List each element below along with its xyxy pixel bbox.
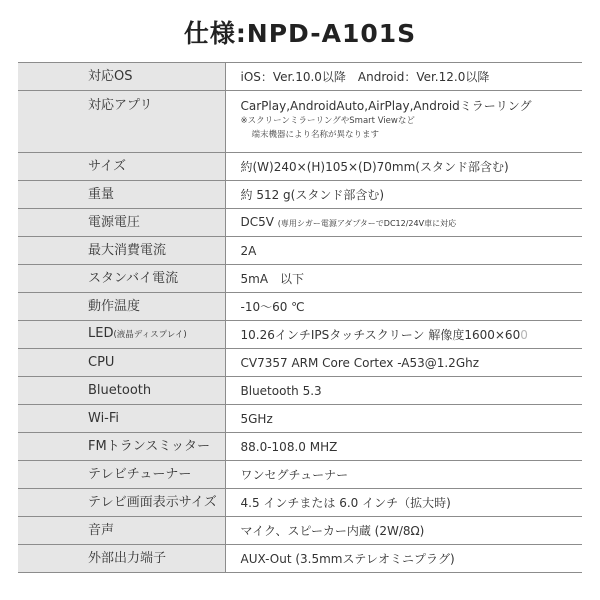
spec-row-apps xyxy=(18,91,582,153)
spec-label: サイズ xyxy=(18,153,225,181)
spec-row-standby-current xyxy=(18,265,582,293)
spec-label: Wi-Fi xyxy=(18,405,225,433)
spec-label-note: (液晶ディスプレイ) xyxy=(113,330,187,340)
spec-label: 対応OS xyxy=(18,63,225,91)
spec-row-external-output xyxy=(18,545,582,573)
spec-row-audio xyxy=(18,517,582,545)
spec-value: 5mA 以下 xyxy=(225,265,582,293)
spec-value: CV7357 ARM Core Cortex -A53@1.2Ghz xyxy=(225,349,582,377)
spec-row-fm-transmitter xyxy=(18,433,582,461)
spec-note: 端末機器により名称が異なります xyxy=(251,130,380,140)
spec-value: 88.0-108.0 MHZ xyxy=(225,433,582,461)
spec-value-note: (専用シガー電源アダプターでDC12/24V車に対応 xyxy=(277,218,457,228)
spec-value: iOS：Ver.10.0以降 Android：Ver.12.0以降 xyxy=(225,63,582,91)
spec-row-wifi xyxy=(18,405,582,433)
spec-value: 4.5 インチまたは 6.0 インチ（拡大時) xyxy=(225,489,582,517)
spec-row-size xyxy=(18,153,582,181)
spec-value: AUX-Out (3.5mmステレオミニプラグ) xyxy=(225,545,582,573)
spec-value: 約(W)240×(H)105×(D)70mm(スタンド部含む) xyxy=(225,153,582,181)
spec-note: ※スクリーンミラーリングやSmart Viewなど xyxy=(240,116,415,126)
spec-label: 重量 xyxy=(18,181,225,209)
spec-label-cell xyxy=(18,321,225,349)
spec-label: CPU xyxy=(18,349,225,377)
spec-row-power-voltage xyxy=(18,209,582,237)
spec-value: 約 512 g(スタンド部含む) xyxy=(225,181,582,209)
spec-row-display xyxy=(18,321,582,349)
spec-label: スタンバイ電流 xyxy=(18,265,225,293)
spec-label: Bluetooth xyxy=(18,377,225,405)
spec-label: 電源電圧 xyxy=(18,209,225,237)
spec-value: 2A xyxy=(225,237,582,265)
spec-value: DC5V xyxy=(240,214,274,229)
spec-value: 5GHz xyxy=(225,405,582,433)
spec-value: マイク、スピーカー内蔵 (2W/8Ω) xyxy=(225,517,582,545)
spec-row-os xyxy=(18,63,582,91)
spec-value: Bluetooth 5.3 xyxy=(225,377,582,405)
spec-label: FMトランスミッター xyxy=(18,433,225,461)
spec-label: 外部出力端子 xyxy=(18,545,225,573)
spec-row-bluetooth xyxy=(18,377,582,405)
spec-label: 最大消費電流 xyxy=(18,237,225,265)
spec-value-cell xyxy=(225,321,582,349)
spec-value-faded: 0 xyxy=(520,327,528,342)
spec-row-max-current xyxy=(18,237,582,265)
spec-row-tv-display-size xyxy=(18,489,582,517)
spec-label: LED xyxy=(88,326,114,341)
spec-value: ワンセグチューナー xyxy=(225,461,582,489)
spec-label: テレビ画面表示サイズ xyxy=(18,489,225,517)
spec-value: CarPlay,AndroidAuto,AirPlay,Androidミラーリング xyxy=(240,99,532,113)
spec-value-cell xyxy=(225,91,582,153)
spec-label: 音声 xyxy=(18,517,225,545)
page-title: 仕様:NPD-A101S xyxy=(183,19,417,48)
spec-value: -10～60 ℃ xyxy=(225,293,582,321)
spec-row-weight xyxy=(18,181,582,209)
spec-table xyxy=(18,62,582,573)
spec-label: 対応アプリ xyxy=(18,91,225,153)
spec-value: 10.26インチIPSタッチスクリーン 解像度1600×60 xyxy=(240,327,521,342)
spec-row-cpu xyxy=(18,349,582,377)
spec-label: テレビチューナー xyxy=(18,461,225,489)
spec-row-tv-tuner xyxy=(18,461,582,489)
spec-label: 動作温度 xyxy=(18,293,225,321)
spec-row-operating-temp xyxy=(18,293,582,321)
spec-value-cell xyxy=(225,209,582,237)
